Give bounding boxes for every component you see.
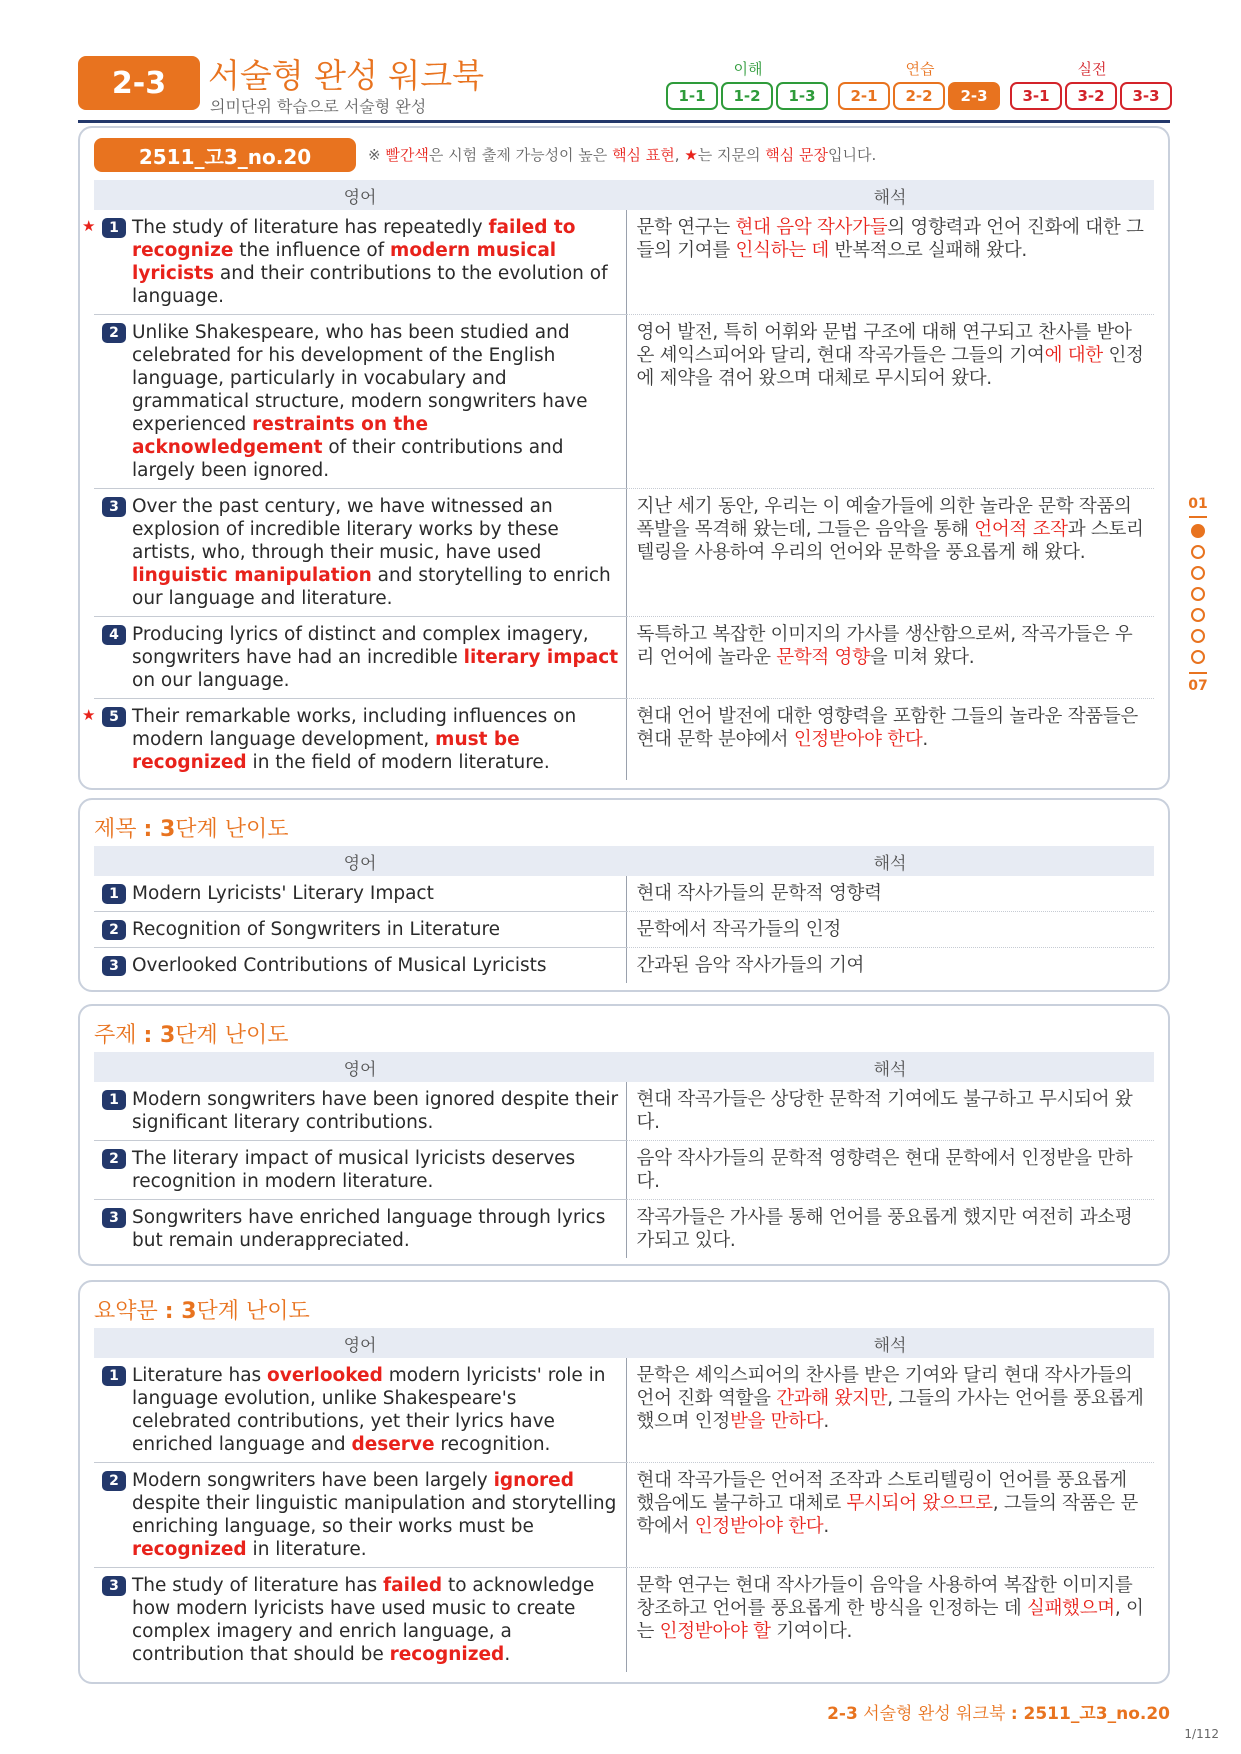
- sentence-text: in literature.: [246, 1539, 367, 1560]
- english-sentence: [94, 617, 626, 699]
- progress-dot[interactable]: [1191, 524, 1205, 538]
- english-sentence: [94, 1200, 626, 1259]
- english-sentence: [94, 912, 626, 948]
- step-3-3-button[interactable]: 3-3: [1120, 82, 1172, 110]
- sentence-number: 2: [102, 920, 126, 940]
- sentence-number: 3: [102, 1208, 126, 1228]
- column-header-english: 영어: [94, 1052, 626, 1082]
- sentence-number: 1: [102, 1090, 126, 1110]
- translation-text: 문학에서 작곡가들의 인정: [636, 919, 841, 940]
- column-header-translation: 해석: [626, 846, 1154, 876]
- sentence-text: The study of literature has: [132, 1575, 384, 1596]
- key-expression: literary impact: [463, 647, 619, 668]
- topic-section: [78, 1004, 1170, 1266]
- translation-text: 인정에 제약을 겪어 왔으며 대체로 무시되어 왔다.: [636, 345, 1144, 389]
- table-row: [94, 1463, 1154, 1568]
- sentence-text: despite their linguistic manipulation and storytelling enriching language, so their works must be: [132, 1493, 617, 1537]
- sentence-text: and their contributions to the evolution of language.: [132, 263, 608, 307]
- sentence-text: Over the past century, we have witnessed an explosion of incredible literary works by these artists, who, through their music, have used: [132, 496, 559, 563]
- page-footer: 2-3 서술형 완성 워크북 : 2511_고3_no.20: [827, 1704, 1170, 1724]
- korean-translation: [626, 1568, 1154, 1673]
- progress-dot[interactable]: [1191, 587, 1205, 601]
- sentence-text: Overlooked Contributions of Musical Lyricists: [132, 955, 547, 976]
- sentence-number: 1: [102, 218, 126, 238]
- page-number: 1/112: [1184, 1727, 1219, 1741]
- step-3-1-button[interactable]: 3-1: [1010, 82, 1062, 110]
- english-sentence: [94, 1141, 626, 1200]
- progress-bar-top: [1189, 516, 1207, 518]
- translation-text: 기여이다.: [770, 1621, 853, 1642]
- progress-dot[interactable]: [1191, 629, 1205, 643]
- column-header-translation: 해석: [626, 1052, 1154, 1082]
- key-translation: 실패했으며: [1027, 1598, 1115, 1619]
- korean-translation: [626, 1082, 1154, 1141]
- translation-text: 현대 작곡가들은 언어적 조작과 스토리텔링이 언어를 풍요롭게 했음에도 불구하고 대체로: [636, 1470, 1127, 1514]
- translation-text: 현대 작곡가들은 상당한 문학적 기여에도 불구하고 무시되어 왔다.: [636, 1089, 1133, 1133]
- key-expression: recognized: [132, 1539, 247, 1560]
- translation-text: , 그들의 작품은 문학에서: [636, 1493, 1139, 1537]
- table-row: [94, 948, 1154, 984]
- sentence-text: The study of literature has repeatedly: [132, 217, 489, 238]
- key-expression: must be recognized: [132, 729, 520, 773]
- korean-translation: [626, 1141, 1154, 1200]
- translation-text: 현대 작사가들의 문학적 영향력: [636, 883, 882, 904]
- translation-text: 독특하고 복잡한 이미지의 가사를 생산함으로써, 작곡가들은 우리 언어에 놀라운: [636, 624, 1133, 668]
- english-sentence: [94, 1358, 626, 1463]
- sentence-text: Modern songwriters have been largely: [132, 1470, 494, 1491]
- table-row: [94, 617, 1154, 699]
- sentence-number: 2: [102, 1471, 126, 1491]
- section-heading: 요약문 : 3단계 난이도: [94, 1299, 310, 1324]
- korean-translation: [626, 1463, 1154, 1568]
- korean-translation: [626, 1200, 1154, 1259]
- sentence-text: Songwriters have enriched language through lyrics but remain underappreciated.: [132, 1207, 606, 1251]
- key-expression: failed: [383, 1575, 443, 1596]
- key-translation: 인정받아야 한다: [793, 729, 923, 750]
- sentence-text: Literature has: [132, 1365, 268, 1386]
- step-1-1-button[interactable]: 1-1: [666, 82, 718, 110]
- key-expression: overlooked: [267, 1365, 383, 1386]
- sentence-text: in the field of modern literature.: [246, 752, 550, 773]
- translation-text: , 그들의 가사는 언어를 풍요롭게 했으며 인정: [636, 1388, 1144, 1432]
- translation-text: 영어 발전, 특히 어휘와 문법 구조에 대해 연구되고 찬사를 받아온 셰익스피어와 달리, 현대 작곡가들은 그들의 기여: [636, 322, 1132, 366]
- english-sentence: [94, 1568, 626, 1673]
- table-row: [94, 1200, 1154, 1259]
- table-row: [94, 1358, 1154, 1463]
- step-group-label: 이해: [733, 60, 763, 78]
- sentence-number: 4: [102, 625, 126, 645]
- key-translation: 받을 만하다: [729, 1411, 824, 1432]
- progress-dot[interactable]: [1191, 608, 1205, 622]
- highlight-note: ※ 빨간색은 시험 출제 가능성이 높은 핵심 표현, ★는 지문의 핵심 문장입니다.: [368, 146, 877, 164]
- section-heading: 제목 : 3단계 난이도: [94, 817, 289, 842]
- english-sentence: [94, 876, 626, 912]
- passage-table: [82, 180, 1154, 780]
- table-row: [94, 210, 1154, 315]
- step-2-3-button-active[interactable]: 2-3: [948, 82, 1000, 110]
- translation-text: 문학은 셰익스피어의 찬사를 받은 기여와 달리 현대 작사가들의 언어 진화 역할을: [636, 1365, 1133, 1409]
- sentence-text: on our language.: [132, 670, 290, 691]
- table-row: [94, 489, 1154, 617]
- key-translation: 언어적 조작: [974, 519, 1068, 540]
- translation-text: 문학 연구는 현대 작사가들이 음악을 사용하여 복잡한 이미지를 창조하고 언어를 풍요롭게 한 방식을 인정하는 데: [636, 1575, 1133, 1619]
- step-group-label: 실전: [1077, 60, 1107, 78]
- key-expression: modern musical lyricists: [132, 240, 557, 284]
- translation-text: , 이는: [636, 1598, 1144, 1642]
- key-translation: 인정받아야 한다: [694, 1516, 824, 1537]
- key-sentence-star-icon: ★: [82, 217, 96, 235]
- korean-translation: [626, 912, 1154, 948]
- korean-translation: [626, 948, 1154, 984]
- progress-indicator: [1183, 496, 1213, 706]
- sentence-text: recognition.: [434, 1434, 551, 1455]
- sentence-text: the influence of: [233, 240, 391, 261]
- translation-text: 작곡가들은 가사를 통해 언어를 풍요롭게 했지만 여전히 과소평가되고 있다.: [636, 1207, 1133, 1251]
- summary-table: [94, 1328, 1154, 1672]
- sentence-number: 5: [102, 707, 126, 727]
- progress-end-label: 07: [1188, 678, 1208, 694]
- translation-text: 지난 세기 동안, 우리는 이 예술가들에 의한 놀라운 문학 작품의 폭발을 목격해 왔는데, 그들은 음악을 통해: [636, 496, 1132, 540]
- translation-text: 현대 언어 발전에 대한 영향력을 포함한 그들의 놀라운 작품들은 현대 문학 분야에서: [636, 706, 1138, 750]
- korean-translation: [626, 489, 1154, 617]
- column-header-english: 영어: [94, 846, 626, 876]
- translation-text: 과 스토리텔링을 사용하여 우리의 언어와 문학을 풍요롭게 해 왔다.: [636, 519, 1144, 563]
- key-translation: 인식하는 데: [735, 240, 829, 261]
- progress-dot[interactable]: [1191, 566, 1205, 580]
- table-row: [94, 315, 1154, 489]
- column-header-english: 영어: [94, 1328, 626, 1358]
- korean-translation: [626, 617, 1154, 699]
- korean-translation: [626, 210, 1154, 315]
- title-table: [94, 846, 1154, 983]
- key-translation: 문학적 영향: [776, 647, 870, 668]
- workbook-title: 서술형 완성 워크북: [208, 56, 485, 95]
- table-row: [94, 1568, 1154, 1673]
- column-header-translation: 해석: [626, 180, 1154, 210]
- progress-dot[interactable]: [1191, 650, 1205, 664]
- sentence-text: The literary impact of musical lyricists deserves recognition in modern literature.: [132, 1148, 576, 1192]
- english-sentence: [94, 1082, 626, 1141]
- title-section: [78, 798, 1170, 992]
- sentence-text: to acknowledge how modern lyricists have used music to create complex imagery and enrich language, a contribution that should be: [132, 1575, 595, 1665]
- column-header-translation: 해석: [626, 1328, 1154, 1358]
- table-row: [94, 876, 1154, 912]
- sentence-text: Producing lyrics of distinct and complex imagery, songwriters have had an incredible: [132, 624, 589, 668]
- translation-text: 간과된 음악 작사가들의 기여: [636, 955, 865, 976]
- column-header-english: 영어: [94, 180, 626, 210]
- translation-text: 반복적으로 실패해 왔다.: [828, 240, 1028, 261]
- progress-bar-bottom: [1189, 672, 1207, 674]
- sentence-text: Modern songwriters have been ignored despite their significant literary contributions.: [132, 1089, 619, 1133]
- passage-section: [78, 126, 1170, 790]
- sentence-text: Modern Lyricists' Literary Impact: [132, 883, 434, 904]
- unit-badge: 2-3: [78, 56, 200, 110]
- sentence-text: .: [504, 1644, 511, 1665]
- section-heading: 주제 : 3단계 난이도: [94, 1023, 289, 1048]
- sentence-text: modern lyricists' role in language evolution, unlike Shakespeare's celebrated contributions, yet their lyrics have enriched language and: [132, 1365, 606, 1455]
- workbook-subtitle: 의미단위 학습으로 서술형 완성: [210, 97, 427, 116]
- table-row: [94, 1141, 1154, 1200]
- step-3-2-button[interactable]: 3-2: [1065, 82, 1117, 110]
- step-group-label: 연습: [905, 60, 935, 78]
- summary-section: [78, 1280, 1170, 1684]
- korean-translation: [626, 699, 1154, 781]
- english-sentence: [94, 1463, 626, 1568]
- korean-translation: [626, 1358, 1154, 1463]
- sentence-text: Unlike Shakespeare, who has been studied and celebrated for his development of the English language, particularly in vocabulary and grammatical structure, modern songwriters have experienced: [132, 322, 588, 435]
- key-expression: failed to recognize: [132, 217, 576, 261]
- sentence-number: 2: [102, 1149, 126, 1169]
- header-divider: [78, 120, 1170, 123]
- sentence-number: 3: [102, 497, 126, 517]
- translation-text: .: [922, 729, 928, 750]
- key-translation: 무시되어 왔으므로: [846, 1493, 993, 1514]
- key-expression: linguistic manipulation: [132, 565, 372, 586]
- english-sentence: [94, 948, 626, 984]
- table-row: [94, 699, 1154, 781]
- sentence-number: 1: [102, 884, 126, 904]
- key-translation: 인정받아야 할: [659, 1621, 771, 1642]
- korean-translation: [626, 876, 1154, 912]
- english-sentence: [82, 699, 626, 781]
- translation-text: 을 미쳐 왔다.: [869, 647, 975, 668]
- key-translation: 에 대한: [1044, 345, 1103, 366]
- topic-table: [94, 1052, 1154, 1258]
- korean-translation: [626, 315, 1154, 489]
- sentence-text: Their remarkable works, including influences on modern language development,: [132, 706, 577, 750]
- key-expression: recognized: [389, 1644, 505, 1665]
- english-sentence: [94, 315, 626, 489]
- sentence-number: 2: [102, 323, 126, 343]
- key-translation: 현대 음악 작사가들: [735, 217, 888, 238]
- translation-text: 문학 연구는: [636, 217, 736, 238]
- translation-text: 의 영향력과 언어 진화에 대한 그들의 기여를: [636, 217, 1144, 261]
- sentence-number: 3: [102, 1576, 126, 1596]
- step-1-3-button[interactable]: 1-3: [776, 82, 828, 110]
- progress-start-label: 01: [1188, 496, 1208, 512]
- progress-dot[interactable]: [1191, 545, 1205, 559]
- key-sentence-star-icon: ★: [82, 706, 96, 724]
- step-1-2-button[interactable]: 1-2: [721, 82, 773, 110]
- source-badge: 2511_고3_no.20: [94, 138, 356, 172]
- step-2-2-button[interactable]: 2-2: [893, 82, 945, 110]
- translation-text: 음악 작사가들의 문학적 영향력은 현대 문학에서 인정받을 만하다.: [636, 1148, 1133, 1192]
- sentence-number: 1: [102, 1366, 126, 1386]
- key-expression: ignored: [493, 1470, 574, 1491]
- table-row: [94, 912, 1154, 948]
- sentence-number: 3: [102, 956, 126, 976]
- step-navigation: [666, 58, 1170, 118]
- key-translation: 간과해 왔지만: [776, 1388, 888, 1409]
- translation-text: .: [823, 1516, 829, 1537]
- key-expression: deserve: [351, 1434, 435, 1455]
- english-sentence: [94, 489, 626, 617]
- sentence-text: Recognition of Songwriters in Literature: [132, 919, 501, 940]
- key-expression: restraints on the acknowledgement: [132, 414, 428, 458]
- english-sentence: [82, 210, 626, 315]
- sentence-text: of their contributions and largely been ignored.: [132, 437, 564, 481]
- table-row: [94, 1082, 1154, 1141]
- translation-text: .: [823, 1411, 829, 1432]
- page-header: [78, 48, 1170, 126]
- sentence-text: and storytelling to enrich our language and literature.: [132, 565, 611, 609]
- step-2-1-button[interactable]: 2-1: [838, 82, 890, 110]
